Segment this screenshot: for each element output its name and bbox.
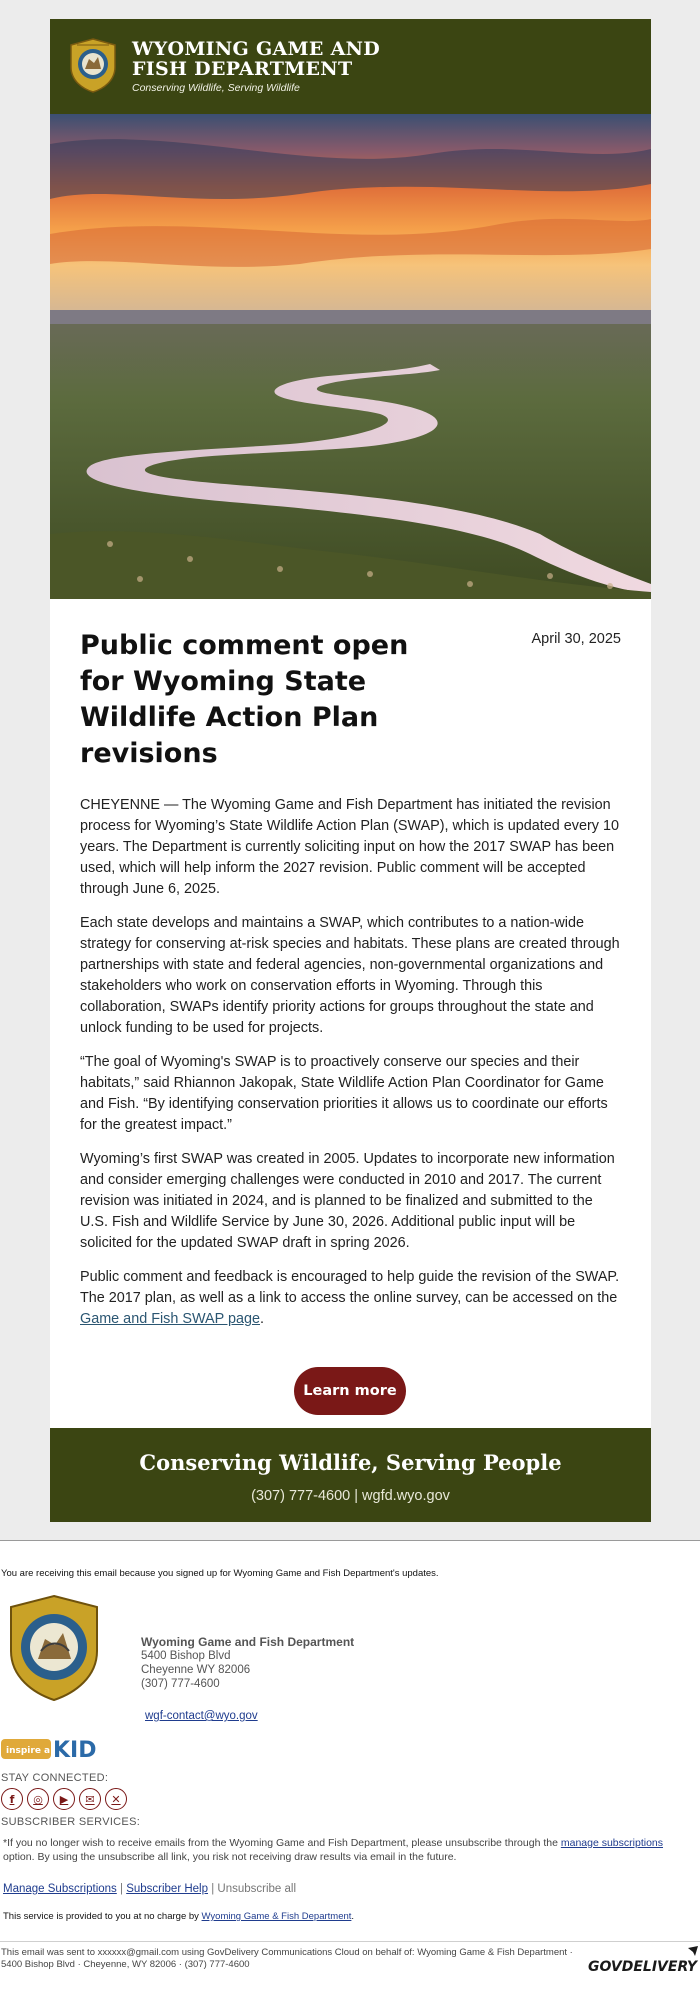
govdelivery-envelope-icon [687,1945,699,1957]
paragraph-text: Public comment and feedback is encouraged to help guide the revision of the SWAP. The 2017 plan, as well as a link to access the online survey, can be accessed on the [80,1269,620,1306]
inspire-a-kid-logo[interactable] [1,1731,101,1765]
learn-more-button[interactable]: Learn more [294,1367,406,1415]
address-line: Cheyenne WY 82006 [141,1664,251,1676]
unsubscribe-all-link[interactable]: Unsubscribe all [217,1883,297,1895]
separator: | [120,1883,127,1895]
service-note [3,1911,354,1922]
subscription-links [3,1883,296,1895]
facebook-icon[interactable]: f [1,1788,23,1810]
paragraph-suffix: . [259,1311,264,1327]
wgfd-badge-large [5,1593,103,1703]
wgfd-link[interactable]: Wyoming Game & Fish Department [201,1911,352,1922]
subscriber-services-label: SUBSCRIBER SERVICES: [1,1816,141,1828]
service-suffix: . [351,1911,355,1922]
email-icon[interactable]: ✉ [79,1788,101,1810]
youtube-icon[interactable]: ▶ [53,1788,75,1810]
govdelivery-logo[interactable]: GOVDELIVERY [588,1959,698,1975]
footer-band [50,1428,651,1522]
org-phone: (307) 777-4600 [141,1678,220,1690]
article-paragraph: Wyoming’s first SWAP was created in 2005. Updates to incorporate new information and consider emerging challenges were conducted in 2010 and 2017. The current revision was initiated in 2024, and is planned to be finalized and submitted to the U.S. Fish and Wildlife Service by June 30, 2026. Additional public input will be solicited for the updated SWAP draft in spring 2026. [80,1151,615,1251]
article-paragraph-last [80,1267,621,1330]
footer-slogan: Conserving Wildlife, Serving People [139,1450,562,1475]
unsubscribe-note [3,1836,693,1864]
subscriber-help-link[interactable]: Subscriber Help [126,1883,209,1895]
separator: | [211,1883,218,1895]
inspire-kid-label: KID [53,1738,97,1763]
signup-notice: You are receiving this email because you signed up for Wyoming Game and Fish Department's updates. [1,1568,439,1579]
unsub-text: *If you no longer wish to receive emails from the Wyoming Game and Fish Department, please unsubscribe through the [3,1837,561,1849]
instagram-icon[interactable]: ◎ [27,1788,49,1810]
article-date: April 30, 2025 [531,631,621,647]
footer-contact: (307) 777-4600 | wgfd.wyo.gov [251,1488,450,1504]
wgfd-badge-logo [67,37,119,93]
article-paragraph: CHEYENNE — The Wyoming Game and Fish Department has initiated the revision process for Wyoming’s State Wildlife Action Plan (SWAP), which is updated every 10 years. The Department is currently soliciting input on how the 2017 SWAP has been used, which will help inform the 2027 revision. Public comment will be accepted through June 6, 2025. [80,797,619,897]
address-line: 5400 Bishop Blvd [141,1650,231,1662]
email-header [50,19,651,114]
article-paragraph: Each state develops and maintains a SWAP, which contributes to a nation-wide strategy for conserving at-risk species and habitats. These plans are created through partnerships with state and federal agencies, non-governmental organizations and stakeholders who work on conservation efforts in Wyoming. Through this collaboration, SWAPs identify priority actions for groups throughout the state and unlock funding to be used for projects. [80,915,620,1036]
inspire-label: inspire a [6,1746,51,1756]
manage-subscriptions-inline-link[interactable]: manage subscriptions [560,1837,663,1849]
hero-image-sunset-wetland [50,114,651,599]
social-links [1,1788,127,1810]
contact-email-link[interactable]: wgf-contact@wyo.gov [145,1710,258,1722]
swap-page-link[interactable]: Game and Fish SWAP page [80,1311,260,1327]
x-icon[interactable]: ✕ [105,1788,127,1810]
article-body [80,795,621,1343]
stay-connected-label: STAY CONNECTED: [1,1772,109,1784]
manage-subscriptions-link[interactable]: Manage Subscriptions [3,1883,117,1895]
divider [0,1941,700,1942]
subscription-footer [0,1540,700,1990]
brand-tagline: Conserving Wildlife, Serving Wildlife [132,82,300,94]
article-headline: Public comment open for Wyoming State Wildlife Action Plan revisions [80,630,409,769]
article-paragraph: “The goal of Wyoming's SWAP is to proactively conserve our species and their habitats,” said Rhiannon Jakopak, State Wildlife Action Plan Coordinator for Game and Fish. “By identifying conservation priorities it allows us to coordinate our efforts for the greatest impact.” [80,1054,608,1133]
org-name: Wyoming Game and Fish Department [141,1635,355,1649]
sent-to-note: This email was sent to xxxxxx@gmail.com using GovDelivery Communications Cloud on behalf of: Wyoming Game & Fish Department · 5400 Bishop Blvd · Cheyenne, WY 82006 · (307) 777-4600 [1,1947,573,1970]
org-address-block [141,1635,354,1691]
brand-title: WYOMING GAME AND FISH DEPARTMENT [132,38,381,80]
service-text: This service is provided to you at no charge by [3,1911,202,1922]
unsub-text-suffix: option. By using the unsubscribe all link, you risk not receiving draw results via email in the future. [3,1851,457,1863]
email-card [50,19,651,1522]
